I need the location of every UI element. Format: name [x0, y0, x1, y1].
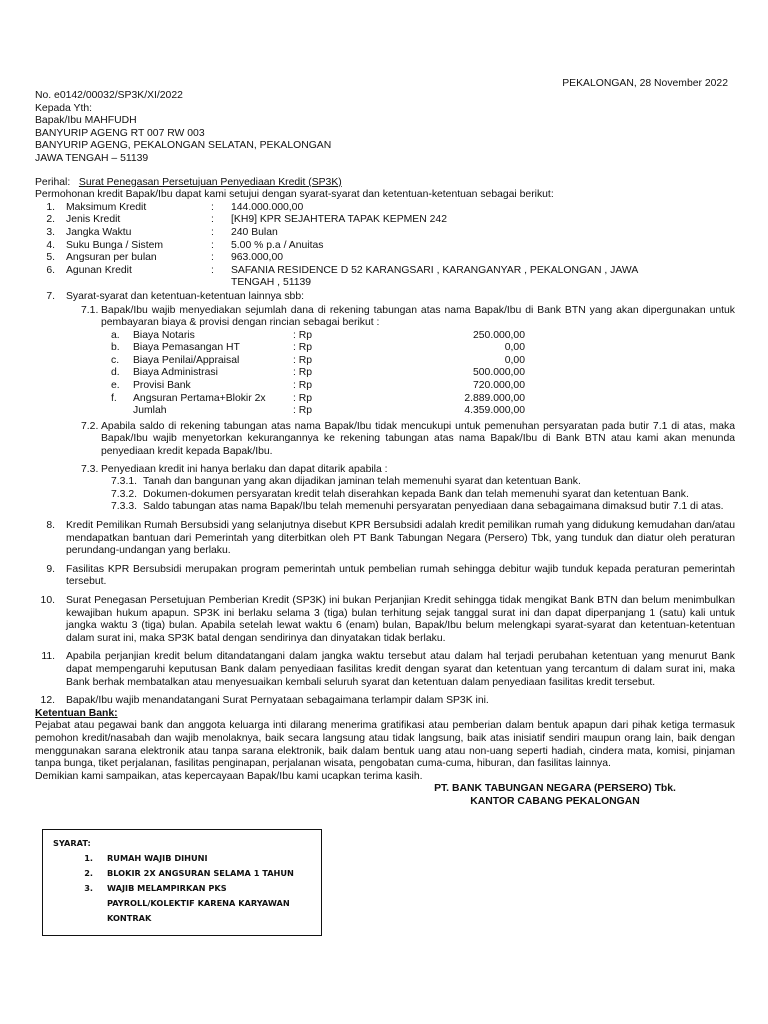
- letter: [35, 78, 735, 808]
- term-row: [35, 227, 735, 240]
- term-row: [35, 240, 735, 253]
- item-text: Syarat-syarat dan ketentuan-ketentuan lainnya sbb:: [66, 290, 304, 302]
- paragraph-12: [35, 695, 735, 708]
- term-value: 240 Bulan: [231, 226, 278, 238]
- cost-currency: : Rp: [293, 367, 313, 379]
- term-label: Angsuran per bulan: [66, 252, 157, 264]
- cost-letter: e.: [111, 380, 120, 392]
- cost-total-value: 4.359.000,00: [464, 405, 525, 417]
- cost-total-row: [111, 405, 735, 418]
- cost-row: [111, 367, 735, 380]
- sub-clause-number: 7.3.1.: [111, 476, 137, 488]
- cost-name: Biaya Penilai/Appraisal: [133, 354, 240, 366]
- term-row: [35, 265, 735, 290]
- cost-name: Provisi Bank: [133, 380, 191, 392]
- cost-name: Biaya Notaris: [133, 329, 195, 341]
- cost-name: Biaya Administrasi: [133, 367, 218, 379]
- sub-clause: [111, 476, 735, 489]
- recipient-address-line: BANYURIP AGENG RT 007 RW 003: [35, 127, 205, 139]
- cost-currency: : Rp: [293, 392, 313, 404]
- cost-currency: : Rp: [293, 342, 313, 354]
- term-number: 5.: [46, 252, 55, 264]
- term-value: [KH9] KPR SEJAHTERA TAPAK KEPMEN 242: [231, 214, 447, 226]
- cost-currency: : Rp: [293, 405, 313, 417]
- clause-text: Apabila saldo di rekening tabungan atas nama Bapak/Ibu tidak mencukupi untuk pemenuhan persyaratan pada butir 7.1 di atas, maka Bapak/Ibu wajib menyetorkan kekurangannya ke rekening tabungan atas nama Bapak/Ibu di Bank BTN atau kami akan menunda penyediaan kredit kepada Bapak/Ibu.: [101, 420, 735, 458]
- clause-number: 7.2.: [81, 420, 99, 432]
- term-colon: :: [211, 226, 214, 238]
- term-value: SAFANIA RESIDENCE D 52 KARANGSARI , KARANGANYAR , PEKALONGAN , JAWA TENGAH , 51139: [231, 264, 638, 289]
- sub-clause-number: 7.3.2.: [111, 488, 137, 500]
- clause-number: 7.3.: [81, 463, 99, 475]
- clause-text: Bapak/Ibu wajib menyediakan sejumlah dana di rekening tabungan atas nama Bapak/Ibu di Bank BTN yang akan dipergunakan untuk pembayaran biaya & provisi dengan rincian sebagai berikut :: [101, 304, 735, 329]
- paragraph-9: [35, 564, 735, 589]
- subject-text: Surat Penegasan Persetujuan Penyediaan Kredit (SP3K): [78, 176, 342, 188]
- cost-letter: c.: [111, 354, 120, 366]
- requirement-item: [53, 866, 311, 881]
- cost-row: [111, 393, 735, 406]
- cost-letter: b.: [111, 342, 120, 354]
- cost-row: [111, 330, 735, 343]
- term-label: Jenis Kredit: [66, 214, 121, 226]
- term-label: Jangka Waktu: [66, 226, 132, 238]
- cost-currency: : Rp: [293, 354, 313, 366]
- cost-currency: : Rp: [293, 380, 313, 392]
- recipient-address-line: JAWA TENGAH – 51139: [35, 152, 149, 164]
- term-number: 2.: [46, 214, 55, 226]
- term-label: Agunan Kredit: [66, 264, 132, 276]
- requirement-text: RUMAH WAJIB DIHUNI: [107, 853, 208, 863]
- cost-value: 500.000,00: [472, 367, 525, 379]
- cost-value: 250.000,00: [472, 329, 525, 341]
- cost-name: Angsuran Pertama+Blokir 2x: [133, 392, 266, 404]
- cost-value: 0,00: [504, 354, 525, 366]
- signature-company: PT. BANK TABUNGAN NEGARA (PERSERO) Tbk.: [434, 783, 676, 795]
- paragraph-11: [35, 651, 735, 689]
- term-row: [35, 252, 735, 265]
- term-colon: :: [211, 201, 214, 213]
- credit-terms: [35, 202, 735, 290]
- signature-branch: KANTOR CABANG PEKALONGAN: [470, 795, 640, 807]
- requirement-item: [53, 881, 311, 926]
- paragraph-number: 10.: [40, 594, 55, 606]
- term-colon: :: [211, 239, 214, 251]
- subject-line: [35, 177, 735, 190]
- term-number: 6.: [46, 264, 55, 276]
- letter-number: No. e0142/00032/SP3K/XI/2022: [35, 90, 183, 101]
- item-number: 7.: [46, 290, 55, 302]
- requirement-number: 2.: [84, 868, 93, 878]
- requirement-number: 1.: [84, 853, 93, 863]
- subject-label: Perihal:: [35, 176, 71, 188]
- term-label: Suku Bunga / Sistem: [66, 239, 164, 251]
- sub-clause-text: Tanah dan bangunan yang akan dijadikan jaminan telah memenuhi syarat dan ketentuan Bank.: [143, 476, 581, 488]
- paragraph-text: Bapak/Ibu wajib menandatangani Surat Pernyataan sebagaimana terlampir dalam SP3K ini.: [66, 695, 489, 707]
- item-7: [35, 291, 735, 304]
- term-row: [35, 202, 735, 215]
- requirement-text: BLOKIR 2X ANGSURAN SELAMA 1 TAHUN: [107, 868, 294, 878]
- cost-name: Biaya Pemasangan HT: [133, 342, 240, 354]
- requirement-number: 3.: [84, 883, 93, 893]
- term-colon: :: [211, 214, 214, 226]
- requirement-item: [53, 851, 311, 866]
- cost-letter: a.: [111, 329, 120, 341]
- cost-currency: : Rp: [293, 329, 313, 341]
- cost-value: 2.889.000,00: [464, 392, 525, 404]
- term-label: Maksimum Kredit: [66, 201, 147, 213]
- sub-clause-number: 7.3.3.: [111, 501, 137, 513]
- intro-text: Permohonan kredit Bapak/Ibu dapat kami setujui dengan syarat-syarat dan ketentuan-ketentuan sebagai berikut:: [35, 189, 554, 201]
- recipient-name: Bapak/Ibu MAHFUDH: [35, 115, 137, 127]
- clause-7-3: [81, 464, 735, 477]
- clause-7-2: [81, 421, 735, 459]
- term-value: 963.000,00: [231, 252, 284, 264]
- closing-text: Demikian kami sampaikan, atas kepercayaan Bapak/Ibu kami ucapkan terima kasih.: [35, 770, 423, 782]
- clause-number: 7.1.: [81, 304, 99, 316]
- paragraph-number: 12.: [40, 695, 55, 707]
- sub-clause: [111, 489, 735, 502]
- term-row: [35, 214, 735, 227]
- cost-name: Jumlah: [133, 405, 167, 417]
- cost-letter: [111, 405, 133, 418]
- paragraph-text: Apabila perjanjian kredit belum ditandatangani dalam jangka waktu tersebut atau dalam hal terjadi perubahan ketentuan yang menurut Bank dapat mempengaruhi keputusan Bank dalam penyediaan fasilitas kredit dengan syarat dan ketentuan yang tercantum di dalam surat ini, maka Bank berhak membatalkan atau menyesuaikan kembali seluruh syarat dan ketentuan dalam penyediaan fasilitas kredit tersebut.: [66, 651, 735, 688]
- clause-text: Penyediaan kredit ini hanya berlaku dan dapat ditarik apabila :: [101, 463, 388, 475]
- paragraph-10: [35, 595, 735, 645]
- bank-terms-text: Pejabat atau pegawai bank dan anggota keluarga inti dilarang menerima gratifikasi atau pemberian dalam bentuk apapun dari pihak ketiga termasuk pemohon kredit/nasabah dan wajib menolaknya, baik secara langsung atau tidak langsung, baik atas inisiatif sendiri maupun orang lain, baik dengan menggunakan sarana elektronik atau tanpa sarana elektronik, baik dalam bentuk uang atau non-uang seperti hadiah, cindera mata, komisi, pinjaman tanpa bunga, tiket perjalanan, fasilitas penginapan, perjalanan wisata, pengobatan cuma-cuma, hiburan, dan fasilitas lainnya.: [35, 720, 735, 770]
- term-value: 144.000.000,00: [231, 201, 304, 213]
- addressee-label: Kepada Yth:: [35, 102, 93, 114]
- cost-value: 720.000,00: [472, 380, 525, 392]
- cost-row: [111, 355, 735, 368]
- requirements-title: SYARAT:: [53, 838, 91, 848]
- requirements-box: [42, 829, 322, 936]
- cost-letter: d.: [111, 367, 120, 379]
- paragraph-8: [35, 520, 735, 558]
- letter-date: PEKALONGAN, 28 November 2022: [562, 78, 728, 89]
- cost-table: [35, 330, 735, 418]
- paragraph-text: Fasilitas KPR Bersubsidi merupakan program pemerintah untuk pembelian rumah sehingga debitur wajib tunduk kepada peraturan pemerintah tersebut.: [66, 563, 735, 588]
- term-colon: :: [211, 252, 214, 264]
- term-number: 4.: [46, 239, 55, 251]
- sub-clause: [111, 501, 735, 514]
- paragraph-number: 11.: [41, 651, 55, 663]
- paragraph-text: Surat Penegasan Persetujuan Pemberian Kredit (SP3K) ini bukan Perjanjian Kredit sehingga tidak mengikat Bank BTN dan belum menimbulkan kewajiban hukum apapun. SP3K ini berlaku selama 3 (tiga) bulan terhitung sejak tanggal surat ini dan dapat diperpanjang 1 (satu) kali untuk jangka waktu 3 (tiga) bulan. Apabila setelah lewat waktu 6 (enam) bulan, Bapak/Ibu belum melengkapi syarat-syarat dan ketentuan-ketentuan dalam surat ini, maka SP3K batal dengan sendirinya dan dinyatakan tidak berlaku.: [66, 594, 735, 644]
- bank-terms-title: Ketentuan Bank:: [35, 707, 118, 719]
- paragraph-number: 9.: [46, 563, 55, 575]
- term-number: 3.: [46, 226, 55, 238]
- cost-letter: f.: [111, 392, 117, 404]
- recipient-address-line: BANYURIP AGENG, PEKALONGAN SELATAN, PEKALONGAN: [35, 140, 332, 152]
- sub-clause-text: Saldo tabungan atas nama Bapak/Ibu telah memenuhi persyaratan penyediaan dana sebagaimana dimaksud butir 7.1 di atas.: [143, 501, 724, 513]
- cost-row: [111, 342, 735, 355]
- term-colon: :: [211, 264, 214, 276]
- requirement-text: WAJIB MELAMPIRKAN PKS PAYROLL/KOLEKTIF KARENA KARYAWAN KONTRAK: [107, 883, 290, 923]
- cost-value: 0,00: [504, 342, 525, 354]
- paragraph-text: Kredit Pemilikan Rumah Bersubsidi yang selanjutnya disebut KPR Bersubsidi adalah kredit pemilikan rumah yang didukung kemudahan dan/atau mendapatkan bantuan dari Pemerintah yang diterbitkan oleh PT Bank Tabungan Negara (Persero) Tbk, yang tunduk dan diatur oleh peraturan perundang-undangan yang berlaku.: [66, 520, 735, 557]
- term-number: 1.: [46, 201, 55, 213]
- clause-7-1: [81, 305, 735, 330]
- term-value: 5.00 % p.a / Anuitas: [231, 239, 324, 251]
- cost-row: [111, 380, 735, 393]
- sub-clause-text: Dokumen-dokumen persyaratan kredit telah diserahkan kepada Bank dan telah memenuhi syarat dan ketentuan Bank.: [143, 488, 689, 500]
- paragraph-number: 8.: [46, 520, 55, 531]
